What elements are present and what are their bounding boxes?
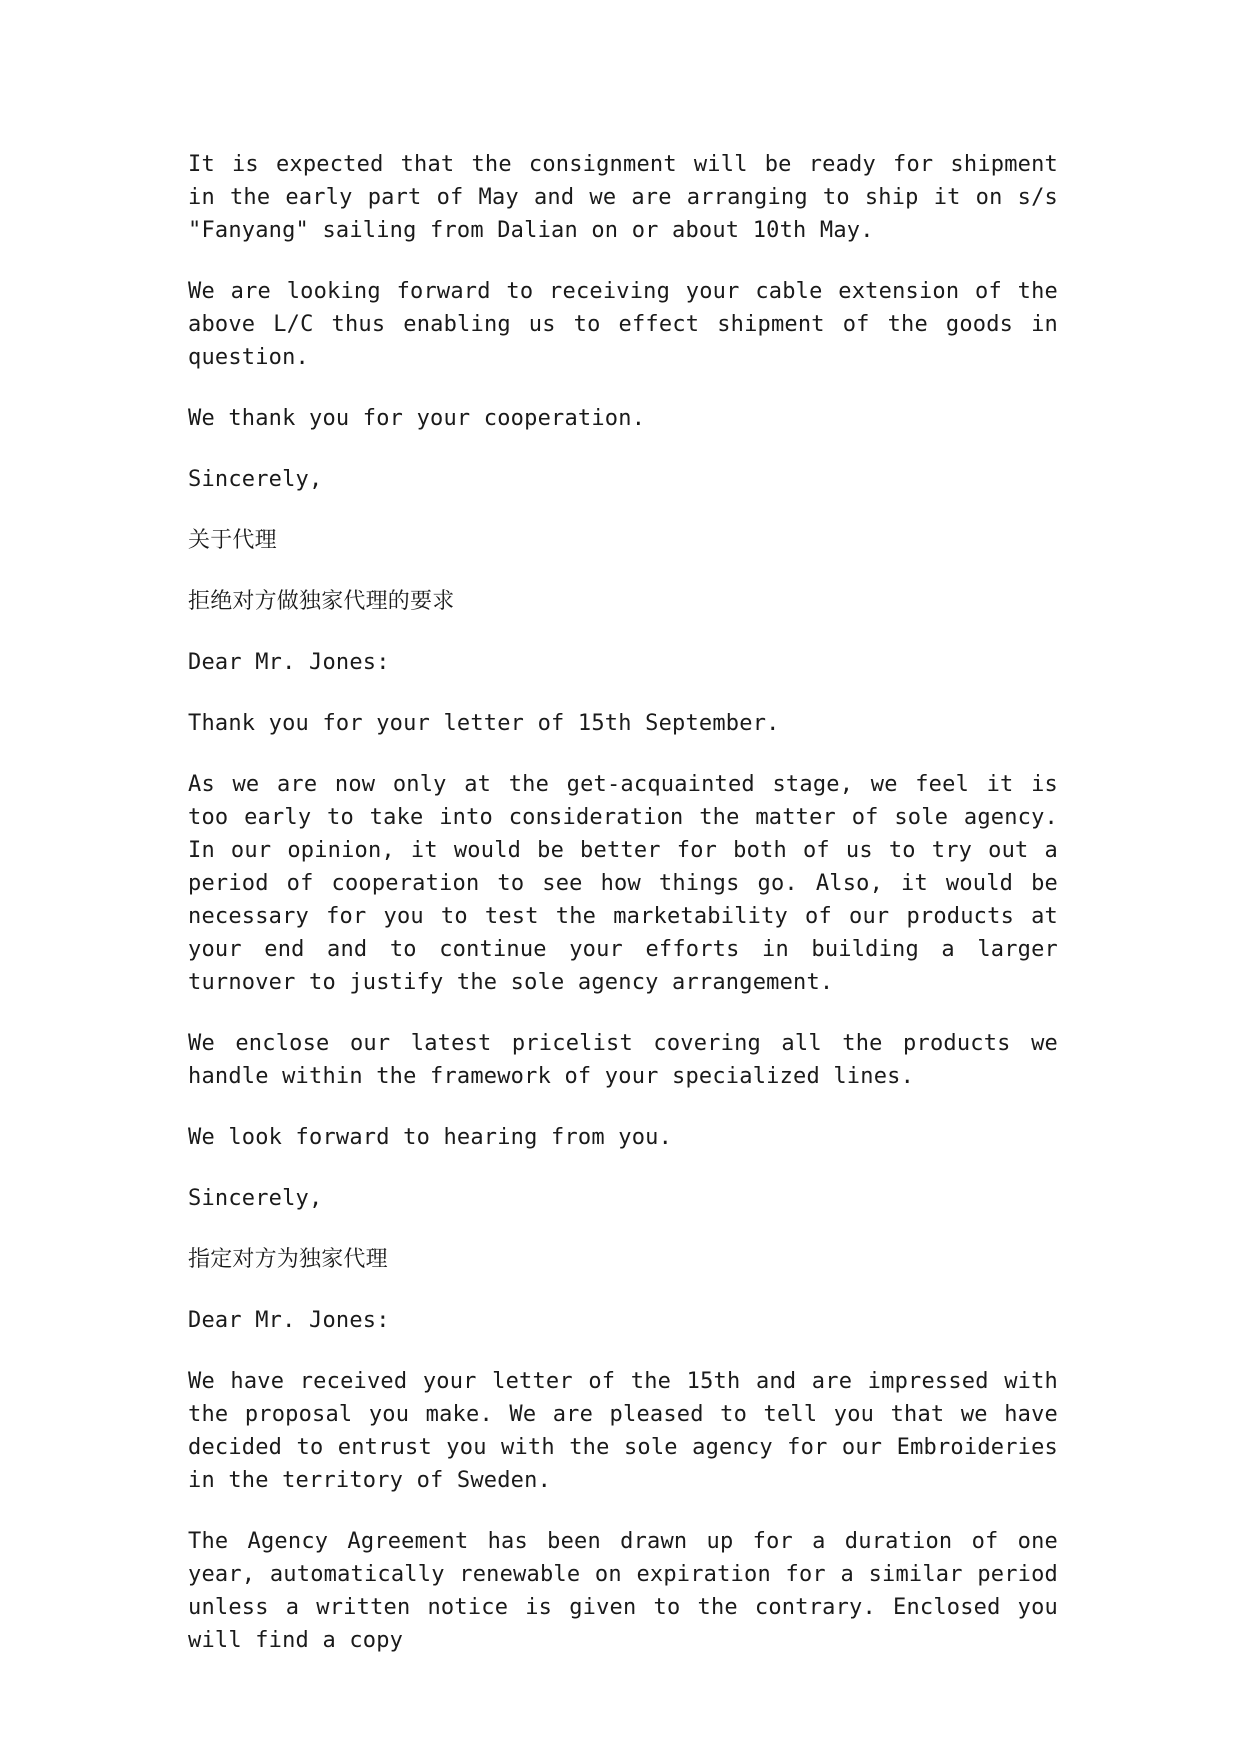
lc-extension-paragraph: We are looking forward to receiving your cable extension of the above L/C thus enabling us to effect shipment of the goods in question.	[188, 279, 1058, 370]
section-heading-agency: 关于代理	[188, 528, 277, 553]
salutation: Dear Mr. Jones:	[188, 650, 390, 675]
salutation: Dear Mr. Jones:	[188, 1308, 390, 1333]
sole-agency-decline-paragraph: As we are now only at the get-acquainted stage, we feel it is too early to take into consideration the matter of sole agency. In our opinion, it would be better for both of us to try out a period of cooperation to see how things go. Also, it would be necessary for you to test the marketability of our products at your end and to continue your efforts in building a larger turnover to justify the sole agency arrangement.	[188, 772, 1058, 995]
subheading-appoint-sole-agent: 指定对方为独家代理	[188, 1247, 388, 1272]
closing-sincerely: Sincerely,	[188, 1186, 323, 1211]
closing-sincerely: Sincerely,	[188, 467, 323, 492]
agreement-duration-paragraph: The Agency Agreement has been drawn up for a duration of one year, automatically renewable on expiration for a similar period unless a written notice is given to the contrary. Enclosed you will find a copy	[188, 1529, 1058, 1653]
look-forward-paragraph: We look forward to hearing from you.	[188, 1125, 673, 1150]
appointment-paragraph: We have received your letter of the 15th and are impressed with the proposal you make. We are pleased to tell you that we have decided to entrust you with the sole agency for our Embroideries in the territory of Sweden.	[188, 1369, 1058, 1493]
pricelist-paragraph: We enclose our latest pricelist covering all the products we handle within the framework of your specialized lines.	[188, 1031, 1058, 1089]
subheading-decline-sole-agency: 拒绝对方做独家代理的要求	[188, 589, 455, 614]
document-body	[188, 148, 1058, 1685]
thanks-paragraph: We thank you for your cooperation.	[188, 406, 646, 431]
shipment-paragraph: It is expected that the consignment will be ready for shipment in the early part of May and we are arranging to ship it on s/s "Fanyang" sailing from Dalian on or about 10th May.	[188, 152, 1058, 243]
letter-acknowledgement-paragraph: Thank you for your letter of 15th September.	[188, 711, 780, 736]
